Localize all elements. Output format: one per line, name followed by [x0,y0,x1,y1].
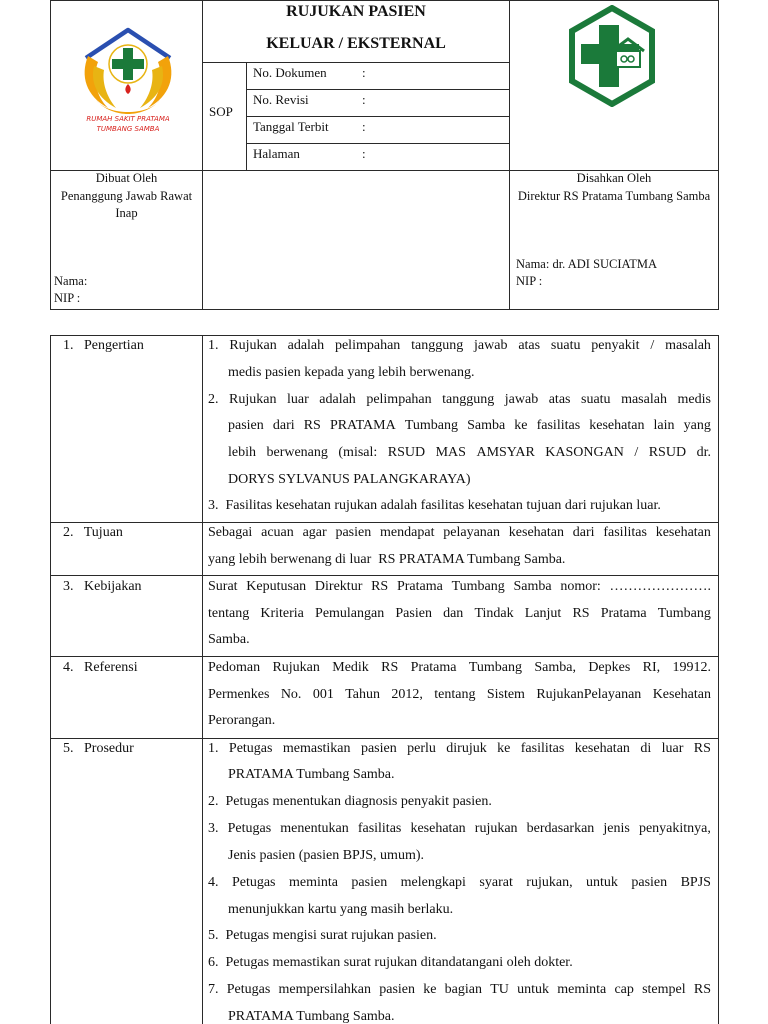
word: Tumbang [468,660,523,675]
signature-right-line2: Direktur RS Pratama Tumbang Samba [517,189,711,203]
pengertian-line-4 [228,419,711,433]
word: fasilitas [520,741,565,756]
word: meminta [557,982,607,997]
prosedur-line-1 [208,742,711,756]
word: acuan [261,525,294,540]
pengertian-line-3 [208,393,711,407]
word: RS [381,660,399,675]
referensi-line-3: Perorangan. [208,713,276,728]
pengertian-line-6: DORYS SYLVANUS PALANGKARAYA) [228,472,471,487]
word: Sistem [486,687,525,702]
word: tanggung [442,392,495,407]
word: 2012, [391,687,423,702]
word: RS [572,606,590,621]
word: ke [514,418,528,433]
word: Pedoman [208,660,261,675]
word: yang [683,418,711,433]
word: cap [614,982,634,997]
kebijakan-line-3: Samba. [208,632,250,647]
word: pasien [360,741,397,756]
referensi-line-1 [208,661,711,675]
word: 7. [208,982,219,997]
word: mempersilahkan [278,982,372,997]
word: Petugas [226,982,271,997]
word: AMSYAR [476,445,535,460]
word: Permenkes [208,687,270,702]
word: suatu [581,392,611,407]
word: Keputusan [246,579,307,594]
meta-label-no-revisi: No. Revisi [253,92,309,107]
word: 2. [208,392,219,407]
word: MAS [435,445,466,460]
word: bagian [444,982,482,997]
word: pasien [351,875,388,890]
word: RSUD [387,445,426,460]
word: adalah [287,338,325,353]
word: pelayanan [443,525,500,540]
word: Medik [332,660,369,675]
signature-right-nip: NIP : [516,274,543,288]
word: Tahun [345,687,380,702]
word: penyakitnya, [638,821,711,836]
word: Depkes [588,660,631,675]
word: melengkapi [400,875,466,890]
word: 1. [208,338,219,353]
word: medis [677,392,711,407]
word: Kesehatan [652,687,711,702]
word: atas [548,392,571,407]
word: syarat [479,875,513,890]
word: untuk [517,982,549,997]
prosedur-line-4 [208,822,711,836]
tujuan-line-2: yang lebih berwenang di luar RS PRATAMA Tumbang Samba. [208,552,566,567]
meta-label-no-dokumen: No. Dokumen [253,65,327,80]
word: stempel [642,982,686,997]
prosedur-line-6 [208,876,711,890]
word: kesehatan [574,741,630,756]
word: Petugas [231,875,276,890]
word: jawab [504,392,539,407]
word: ke [423,982,437,997]
section-heading-referensi: 4. Referensi [63,660,138,675]
word: untuk [586,875,618,890]
pengertian-line-2: medis pasien kepada yang lebih berwenang. [228,365,475,380]
word: dari [272,418,295,433]
word: dirujuk [446,741,487,756]
word: PRATAMA [329,418,396,433]
word: KASONGAN [545,445,624,460]
word: penyakit [591,338,640,353]
meta-sep-halaman: : [362,146,366,161]
sop-label: SOP [209,104,233,119]
word: TU [490,982,509,997]
word: RS [693,741,711,756]
word: dan [443,606,464,621]
word: lain [653,418,675,433]
meta-sep-no-dokumen: : [362,65,366,80]
word: fasilitas [357,821,402,836]
word: luar [286,392,309,407]
signature-left-line3: Inap [115,206,138,220]
word: Sebagai [208,525,253,540]
word: Pemulangan [315,606,385,621]
signature-right-nama: Nama: dr. ADI SUCIATMA [516,257,657,271]
word: 19912. [672,660,711,675]
word: (misal: [338,445,378,460]
signature-left-line1: Dibuat Oleh [95,171,158,185]
signature-left-nip: NIP : [54,291,81,305]
word: Tumbang [451,579,505,594]
word: atas [518,338,541,353]
word: kesehatan [410,821,466,836]
section-heading-prosedur: 5. Prosedur [63,741,134,756]
prosedur-line-7: menunjukkan kartu yang masih berlaku. [228,902,454,917]
word: tanggung [411,338,464,353]
word: Petugas [228,741,273,756]
word: berwenang [266,445,328,460]
meta-label-halaman: Halaman [253,146,300,161]
word: RS [371,579,389,594]
word: Rujukan [272,660,320,675]
word: menentukan [280,821,349,836]
word: kesehatan [655,525,711,540]
prosedur-line-3: 2. Petugas menentukan diagnosis penyakit pasien. [208,794,492,809]
word: adalah [319,392,356,407]
word: Kriteria [260,606,304,621]
prosedur-line-9: 6. Petugas memastikan surat rujukan ditandatangani oleh dokter. [208,955,573,970]
meta-sep-no-revisi: : [362,92,366,107]
word: agar [302,525,327,540]
word: Tumbang [657,606,711,621]
meta-label-tanggal-terbit: Tanggal Terbit [253,119,329,134]
word: No. [280,687,302,702]
word: pasien [228,418,264,433]
word: Pratama [396,579,443,594]
word: memastikan [282,741,351,756]
word: ke [497,741,511,756]
prosedur-line-2: PRATAMA Tumbang Samba. [228,767,395,782]
prosedur-line-5: Jenis pasien (pasien BPJS, umum). [228,848,424,863]
word: Tumbang [404,418,458,433]
word: 1. [208,741,219,756]
word: meminta [288,875,338,890]
hospital-logo-text-2: TUMBANG SAMBA [96,125,160,133]
word: lebih [228,445,256,460]
word: pelimpahan [366,392,432,407]
word: fasilitas [536,418,581,433]
prosedur-line-8: 5. Petugas mengisi surat rujukan pasien. [208,928,437,943]
word: jenis [603,821,630,836]
hospital-logo-text-1: RUMAH SAKIT PRATAMA [86,115,170,123]
word: Direktur [314,579,363,594]
pengertian-line-5 [228,446,711,460]
word: Petugas [227,821,272,836]
signature-left-nama: Nama: [54,274,88,288]
kebijakan-line-2 [208,607,711,621]
word: RI, [642,660,661,675]
word: dr. [696,445,711,460]
word: BPJS [680,875,711,890]
word: Rujukan [229,392,277,407]
word: …………………. [609,579,711,594]
section-heading-pengertian: 1. Pengertian [63,338,144,353]
word: Pratama [410,660,457,675]
section-heading-tujuan: 2. Tujuan [63,525,123,540]
word: di [640,741,652,756]
prosedur-line-11: PRATAMA Tumbang Samba. [228,1009,395,1024]
word: dari [572,525,595,540]
word: 001 [312,687,334,702]
word: tentang [208,606,250,621]
word: luar [661,741,684,756]
word: nomor: [560,579,601,594]
word: / [650,338,655,353]
pengertian-line-7: 3. Fasilitas kesehatan rujukan adalah fasilitas kesehatan tujuan dari rujukan luar. [208,498,661,513]
puskesmas-logo [566,5,658,107]
word: kesehatan [589,418,645,433]
word: Lanjut [524,606,562,621]
word: RujukanPelayanan [536,687,642,702]
word: kesehatan [508,525,564,540]
prosedur-line-10 [208,983,711,997]
word: mendapat [380,525,435,540]
word: masalah [665,338,711,353]
word: pasien [631,875,668,890]
word: Tindak [474,606,514,621]
word: RSUD [648,445,687,460]
word: Pratama [600,606,647,621]
word: Rujukan [229,338,277,353]
word: 4. [208,875,219,890]
word: RS [303,418,321,433]
word: perlu [407,741,436,756]
word: RS [693,982,711,997]
signature-left-line2: Penanggung Jawab Rawat [60,189,193,203]
word: pasien [379,982,416,997]
word: Samba, [534,660,576,675]
meta-sep-tanggal-terbit: : [362,119,366,134]
referensi-line-2 [208,688,711,702]
signature-right-line1: Disahkan Oleh [576,171,652,185]
document-title-line2: KELUAR / EKSTERNAL [266,35,446,52]
pengertian-line-1 [208,339,711,353]
word: masalah [621,392,667,407]
section-heading-kebijakan: 3. Kebijakan [63,579,142,594]
word: Samba [513,579,552,594]
word: Pasien [395,606,432,621]
word: rujukan [474,821,518,836]
word: suatu [550,338,581,353]
word: tentang [434,687,476,702]
word: Samba [467,418,506,433]
word: fasilitas [603,525,647,540]
word: berdasarkan [526,821,595,836]
word: pasien [335,525,372,540]
word: pelimpahan [334,338,401,353]
hospital-logo [78,26,178,141]
word: Surat [208,579,238,594]
tujuan-line-1 [208,526,711,540]
word: 3. [208,821,219,836]
document-title-line1: RUJUKAN PASIEN [286,3,426,20]
kebijakan-line-1 [208,580,711,594]
word: jawab [474,338,508,353]
word: / [634,445,639,460]
word: rujukan, [526,875,573,890]
